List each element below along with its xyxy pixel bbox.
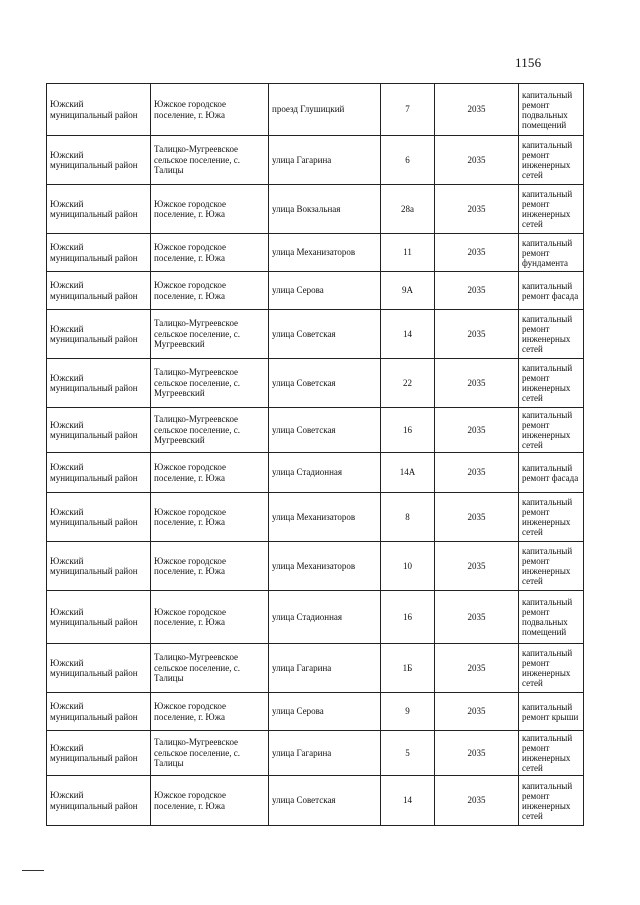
district-cell: Южский муниципальный район: [47, 310, 151, 359]
settlement-cell: Южское городское поселение, г. Южа: [151, 591, 269, 644]
year-cell: 2035: [435, 234, 519, 272]
table-row: [47, 453, 584, 493]
street-cell: улица Вокзальная: [269, 185, 381, 234]
work-type-cell: капитальный ремонт инженерных сетей: [519, 542, 584, 591]
house-number-cell: 22: [381, 359, 435, 408]
street-cell: улица Гагарина: [269, 136, 381, 185]
year-cell: 2035: [435, 453, 519, 493]
street-cell: улица Гагарина: [269, 731, 381, 776]
table-row: [47, 693, 584, 731]
table-row: [47, 493, 584, 542]
settlement-cell: Южское городское поселение, г. Южа: [151, 542, 269, 591]
street-cell: улица Советская: [269, 310, 381, 359]
district-cell: Южский муниципальный район: [47, 731, 151, 776]
settlement-cell: Южское городское поселение, г. Южа: [151, 84, 269, 136]
settlement-cell: Талицко-Мугреевское сельское поселение, с. Мугреевский: [151, 408, 269, 453]
table-row: [47, 185, 584, 234]
work-type-cell: капитальный ремонт инженерных сетей: [519, 731, 584, 776]
year-cell: 2035: [435, 693, 519, 731]
district-cell: Южский муниципальный район: [47, 136, 151, 185]
settlement-cell: Южское городское поселение, г. Южа: [151, 776, 269, 826]
table-row: [47, 776, 584, 826]
work-type-cell: капитальный ремонт крыши: [519, 693, 584, 731]
table-row: [47, 408, 584, 453]
work-type-cell: капитальный ремонт подвальных помещений: [519, 591, 584, 644]
year-cell: 2035: [435, 731, 519, 776]
year-cell: 2035: [435, 644, 519, 693]
street-cell: улица Механизаторов: [269, 493, 381, 542]
work-type-cell: капитальный ремонт инженерных сетей: [519, 185, 584, 234]
house-number-cell: 16: [381, 591, 435, 644]
work-type-cell: капитальный ремонт инженерных сетей: [519, 493, 584, 542]
year-cell: 2035: [435, 591, 519, 644]
work-type-cell: капитальный ремонт инженерных сетей: [519, 359, 584, 408]
table-row: [47, 731, 584, 776]
house-number-cell: 16: [381, 408, 435, 453]
house-number-cell: 14: [381, 310, 435, 359]
year-cell: 2035: [435, 542, 519, 591]
settlement-cell: Талицко-Мугреевское сельское поселение, с. Талицы: [151, 136, 269, 185]
settlement-cell: Южское городское поселение, г. Южа: [151, 693, 269, 731]
table-row: [47, 591, 584, 644]
district-cell: Южский муниципальный район: [47, 185, 151, 234]
house-number-cell: 5: [381, 731, 435, 776]
street-cell: улица Механизаторов: [269, 234, 381, 272]
street-cell: улица Серова: [269, 272, 381, 310]
settlement-cell: Южское городское поселение, г. Южа: [151, 493, 269, 542]
street-cell: улица Советская: [269, 776, 381, 826]
house-number-cell: 1Б: [381, 644, 435, 693]
table-row: [47, 234, 584, 272]
work-type-cell: капитальный ремонт инженерных сетей: [519, 644, 584, 693]
district-cell: Южский муниципальный район: [47, 408, 151, 453]
district-cell: Южский муниципальный район: [47, 542, 151, 591]
house-number-cell: 6: [381, 136, 435, 185]
page-number: 1156: [515, 55, 542, 70]
table-body: [47, 84, 584, 826]
street-cell: улица Стадионная: [269, 453, 381, 493]
settlement-cell: Талицко-Мугреевское сельское поселение, с. Мугреевский: [151, 359, 269, 408]
settlement-cell: Южское городское поселение, г. Южа: [151, 453, 269, 493]
table-row: [47, 542, 584, 591]
table-row: [47, 136, 584, 185]
street-cell: улица Стадионная: [269, 591, 381, 644]
work-type-cell: капитальный ремонт инженерных сетей: [519, 408, 584, 453]
district-cell: Южский муниципальный район: [47, 493, 151, 542]
district-cell: Южский муниципальный район: [47, 453, 151, 493]
year-cell: 2035: [435, 359, 519, 408]
district-cell: Южский муниципальный район: [47, 84, 151, 136]
work-type-cell: капитальный ремонт подвальных помещений: [519, 84, 584, 136]
year-cell: 2035: [435, 493, 519, 542]
table-row: [47, 359, 584, 408]
year-cell: 2035: [435, 310, 519, 359]
district-cell: Южский муниципальный район: [47, 359, 151, 408]
settlement-cell: Южское городское поселение, г. Южа: [151, 185, 269, 234]
district-cell: Южский муниципальный район: [47, 693, 151, 731]
street-cell: улица Механизаторов: [269, 542, 381, 591]
house-number-cell: 9: [381, 693, 435, 731]
street-cell: проезд Глушицкий: [269, 84, 381, 136]
house-number-cell: 14А: [381, 453, 435, 493]
work-type-cell: капитальный ремонт фасада: [519, 272, 584, 310]
district-cell: Южский муниципальный район: [47, 776, 151, 826]
year-cell: 2035: [435, 408, 519, 453]
year-cell: 2035: [435, 136, 519, 185]
street-cell: улица Советская: [269, 359, 381, 408]
settlement-cell: Южское городское поселение, г. Южа: [151, 272, 269, 310]
work-type-cell: капитальный ремонт инженерных сетей: [519, 310, 584, 359]
table-row: [47, 272, 584, 310]
district-cell: Южский муниципальный район: [47, 272, 151, 310]
settlement-cell: Талицко-Мугреевское сельское поселение, с. Талицы: [151, 644, 269, 693]
house-number-cell: 28а: [381, 185, 435, 234]
table-row: [47, 84, 584, 136]
settlement-cell: Южское городское поселение, г. Южа: [151, 234, 269, 272]
house-number-cell: 9А: [381, 272, 435, 310]
house-number-cell: 11: [381, 234, 435, 272]
year-cell: 2035: [435, 185, 519, 234]
work-type-cell: капитальный ремонт инженерных сетей: [519, 776, 584, 826]
housing-repair-table: [46, 83, 584, 826]
street-cell: улица Серова: [269, 693, 381, 731]
district-cell: Южский муниципальный район: [47, 644, 151, 693]
house-number-cell: 8: [381, 493, 435, 542]
district-cell: Южский муниципальный район: [47, 234, 151, 272]
table-row: [47, 644, 584, 693]
work-type-cell: капитальный ремонт инженерных сетей: [519, 136, 584, 185]
house-number-cell: 14: [381, 776, 435, 826]
settlement-cell: Талицко-Мугреевское сельское поселение, с. Мугреевский: [151, 310, 269, 359]
work-type-cell: капитальный ремонт фундамента: [519, 234, 584, 272]
footer-line: [22, 870, 44, 871]
street-cell: улица Советская: [269, 408, 381, 453]
work-type-cell: капитальный ремонт фасада: [519, 453, 584, 493]
table-row: [47, 310, 584, 359]
house-number-cell: 7: [381, 84, 435, 136]
year-cell: 2035: [435, 84, 519, 136]
year-cell: 2035: [435, 776, 519, 826]
year-cell: 2035: [435, 272, 519, 310]
settlement-cell: Талицко-Мугреевское сельское поселение, с. Талицы: [151, 731, 269, 776]
district-cell: Южский муниципальный район: [47, 591, 151, 644]
house-number-cell: 10: [381, 542, 435, 591]
street-cell: улица Гагарина: [269, 644, 381, 693]
